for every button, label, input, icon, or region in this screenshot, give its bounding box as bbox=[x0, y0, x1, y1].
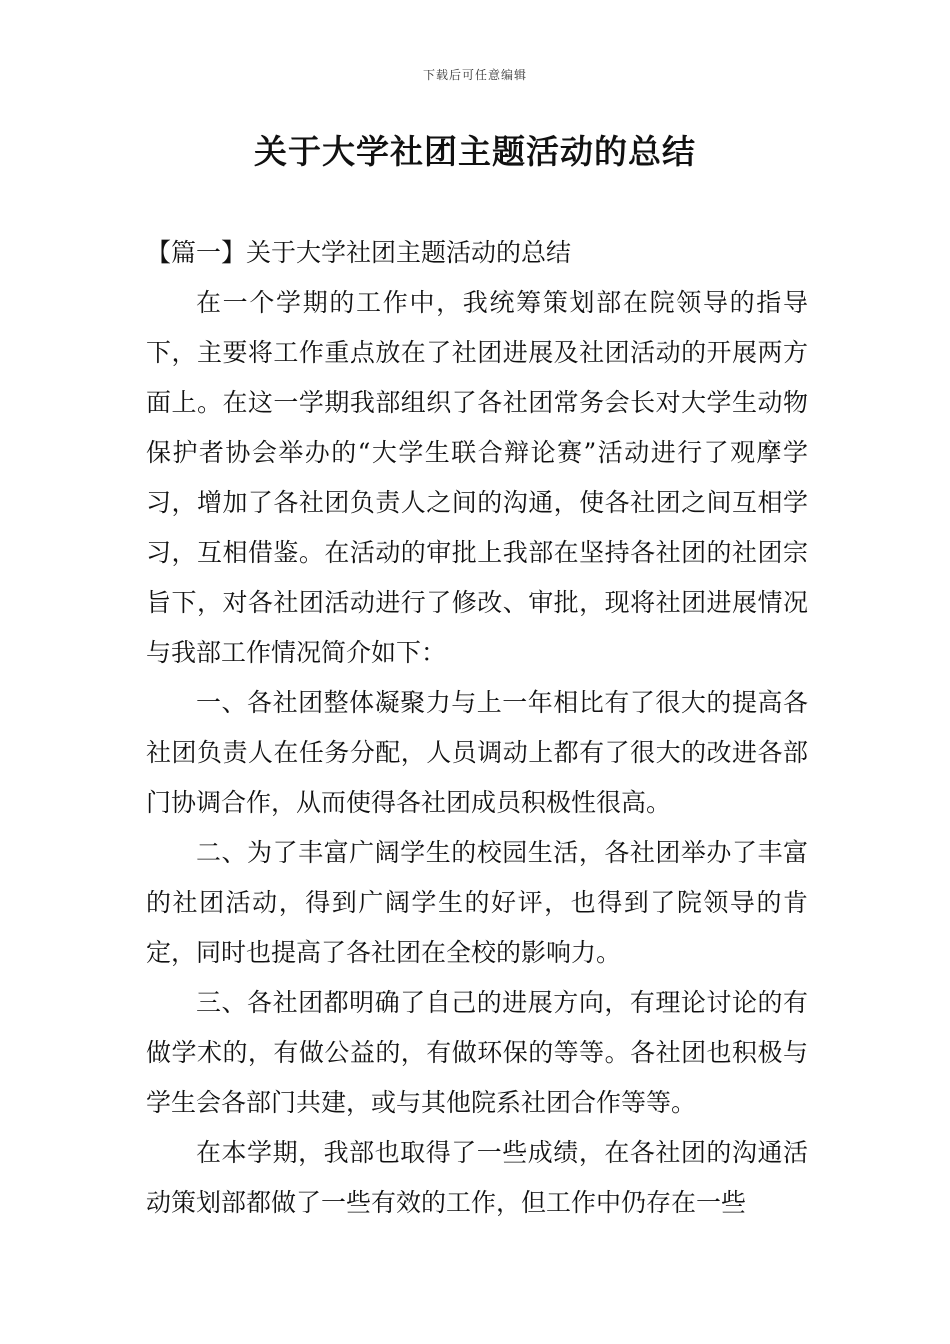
paragraph-intro: 在一个学期的工作中，我统筹策划部在院领导的指导下，主要将工作重点放在了社团进展及社团活动的开展两方面上。在这一学期我部组织了各社团常务会长对大学生动物保护者协会举办的“大学生联合辩论赛”活动进行了观摩学习，增加了各社团负责人之间的沟通，使各社团之间互相学习，互相借鉴。在活动的审批上我部在坚持各社团的社团宗旨下，对各社团活动进行了修改、审批，现将社团进展情况与我部工作情况简介如下： bbox=[146, 288, 808, 667]
paragraph-achievements: 在本学期，我部也取得了一些成绩，在各社团的沟通活动策划部都做了一些有效的工作，但工作中仍存在一些 bbox=[146, 1138, 808, 1217]
section-heading: 【篇一】关于大学社团主题活动的总结 bbox=[146, 238, 572, 267]
document-body bbox=[146, 228, 808, 1228]
paragraph-point-two: 二、为了丰富广阔学生的校园生活，各社团举办了丰富的社团活动，得到广阔学生的好评，也得到了院领导的肯定，同时也提高了各社团在全校的影响力。 bbox=[146, 838, 808, 967]
document-title: 关于大学社团主题活动的总结 bbox=[254, 132, 696, 171]
paragraph-point-three: 三、各社团都明确了自己的进展方向，有理论讨论的有做学术的，有做公益的，有做环保的等等。各社团也积极与学生会各部门共建，或与其他院系社团合作等等。 bbox=[146, 988, 808, 1117]
paragraph-point-one: 一、各社团整体凝聚力与上一年相比有了很大的提高各社团负责人在任务分配，人员调动上都有了很大的改进各部门协调合作，从而使得各社团成员积极性很高。 bbox=[146, 688, 808, 817]
page-header-note: 下载后可任意编辑 bbox=[422, 68, 527, 82]
